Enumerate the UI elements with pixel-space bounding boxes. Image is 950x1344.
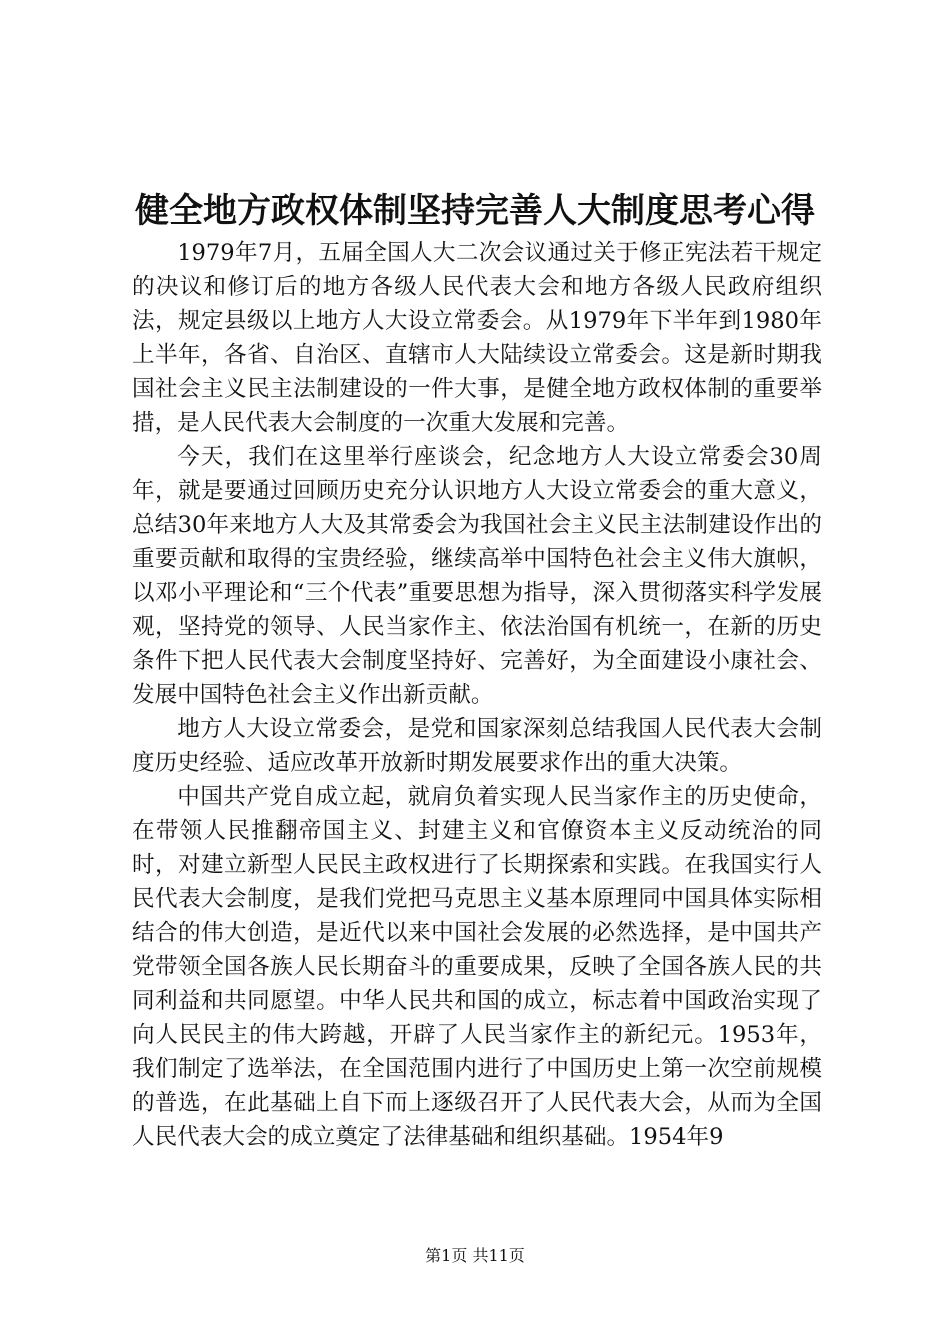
document-title: 健全地方政权体制坚持完善人大制度思考心得 xyxy=(135,191,815,231)
paragraph-3: 地方人大设立常委会，是党和国家深刻总结我国人民代表大会制度历史经验、适应改革开放新时期发展要求作出的重大决策。 xyxy=(132,716,822,776)
page-number-footer: 第1页 共11页 xyxy=(425,1246,525,1265)
document-body xyxy=(132,236,822,1154)
paragraph-2: 今天，我们在这里举行座谈会，纪念地方人大设立常委会30周年，就是要通过回顾历史充分认识地方人大设立常委会的重大意义，总结30年来地方人大及其常委会为我国社会主义民主法制建设作出的重要贡献和取得的宝贵经验，继续高举中国特色社会主义伟大旗帜，以邓小平理论和“三个代表”重要思想为指导，深入贯彻落实科学发展观，坚持党的领导、人民当家作主、依法治国有机统一，在新的历史条件下把人民代表大会制度坚持好、完善好，为全面建设小康社会、发展中国特色社会主义作出新贡献。 xyxy=(132,444,822,708)
paragraph-4: 中国共产党自成立起，就肩负着实现人民当家作主的历史使命，在带领人民推翻帝国主义、封建主义和官僚资本主义反动统治的同时，对建立新型人民民主政权进行了长期探索和实践。在我国实行人民代表大会制度，是我们党把马克思主义基本原理同中国具体实际相结合的伟大创造，是近代以来中国社会发展的必然选择，是中国共产党带领全国各族人民长期奋斗的重要成果，反映了全国各族人民的共同利益和共同愿望。中华人民共和国的成立，标志着中国政治实现了向人民民主的伟大跨越，开辟了人民当家作主的新纪元。1953年，我们制定了选举法，在全国范围内进行了中国历史上第一次空前规模的普选，在此基础上自下而上逐级召开了人民代表大会，从而为全国人民代表大会的成立奠定了法律基础和组织基础。1954年9 xyxy=(132,784,822,1150)
paragraph-1: 1979年7月，五届全国人大二次会议通过关于修正宪法若干规定的决议和修订后的地方各级人民代表大会和地方各级人民政府组织法，规定县级以上地方人大设立常委会。从1979年下半年到1980年上半年，各省、自治区、直辖市人大陆续设立常委会。这是新时期我国社会主义民主法制建设的一件大事，是健全地方政权体制的重要举措，是人民代表大会制度的一次重大发展和完善。 xyxy=(132,240,822,436)
